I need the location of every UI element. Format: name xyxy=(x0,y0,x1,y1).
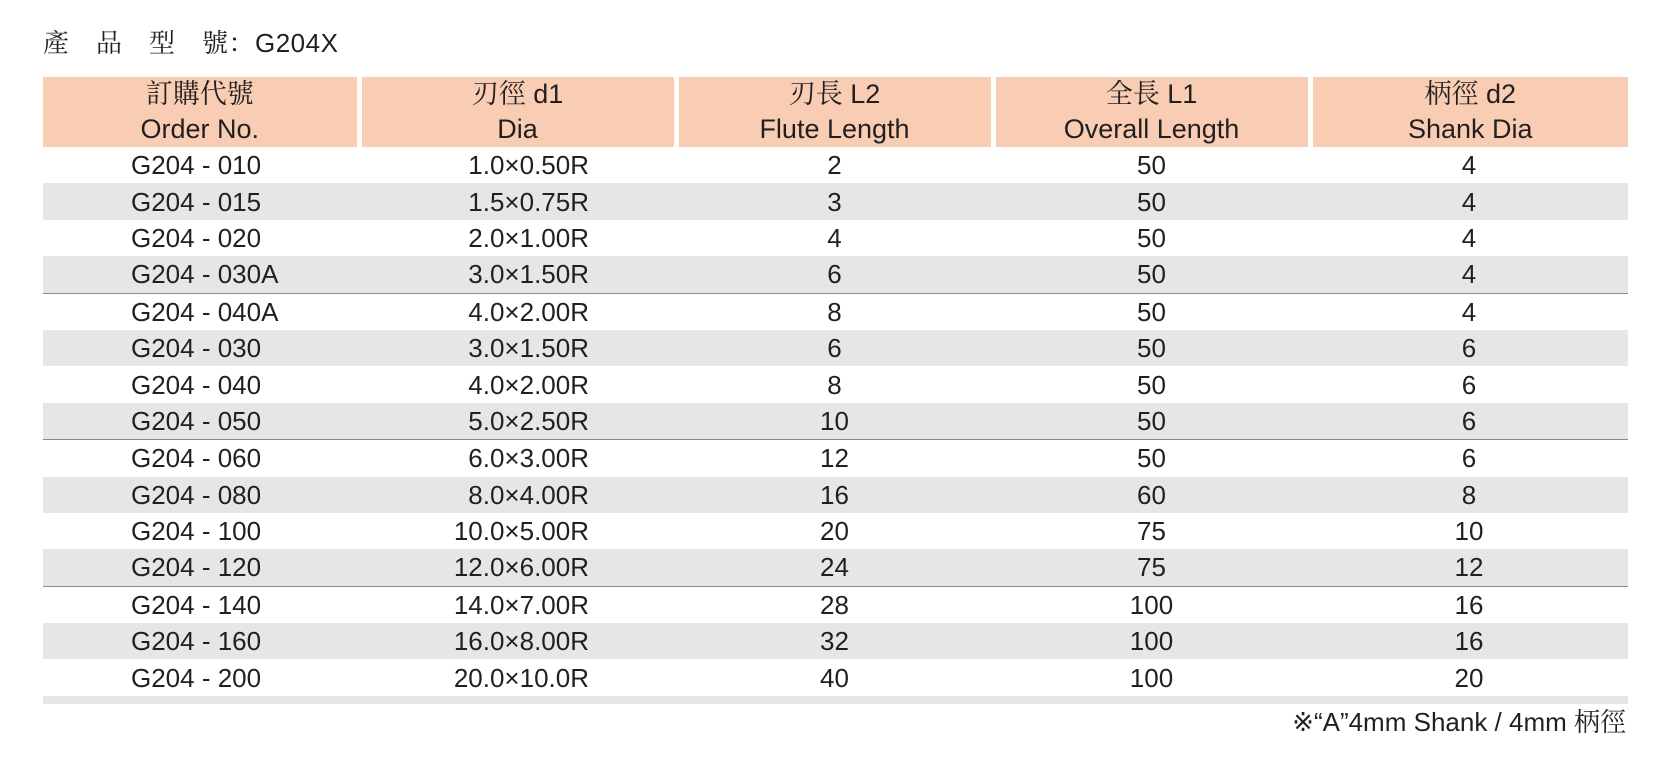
table-row xyxy=(43,293,1628,330)
order-no-cell: G204 - 120 xyxy=(43,549,359,586)
table-row xyxy=(43,586,1628,623)
header-zh: 刃徑 d1 xyxy=(471,79,564,109)
overall-length-cell: 75 xyxy=(993,549,1310,586)
shank-dia-cell: 4 xyxy=(1310,183,1628,219)
header-en: Shank Dia xyxy=(1407,114,1533,144)
shank-dia-cell: 16 xyxy=(1310,623,1628,659)
overall-length-cell: 50 xyxy=(1137,150,1166,181)
flute-length-cell: 40 xyxy=(676,659,993,699)
dia-cell: 6.0×3.00R xyxy=(468,443,589,474)
dia-cell: 3.0×1.50R xyxy=(359,330,676,366)
overall-length-cell: 50 xyxy=(993,403,1310,440)
header-overall-length xyxy=(993,77,1310,147)
order-no-cell: G204 - 030A xyxy=(43,256,359,293)
table-row xyxy=(43,147,1628,183)
dia-cell: 12.0×6.00R xyxy=(359,549,676,586)
table-row xyxy=(43,513,1628,549)
overall-length-cell: 50 xyxy=(993,330,1310,366)
overall-length-cell: 100 xyxy=(993,623,1310,659)
shank-dia-cell: 20 xyxy=(1310,659,1628,699)
product-title: 產 品 型 號：G204X xyxy=(43,28,339,58)
flute-length-cell: 6 xyxy=(676,256,993,293)
table-body xyxy=(43,147,1628,700)
table-row xyxy=(43,183,1628,219)
table-row xyxy=(43,220,1628,256)
flute-length-cell: 8 xyxy=(827,296,842,327)
flute-length-cell: 12 xyxy=(820,443,849,474)
header-zh: 全長 L1 xyxy=(1105,79,1198,109)
shank-dia-cell: 6 xyxy=(1461,369,1477,400)
spec-table xyxy=(43,77,1628,704)
order-no-cell: G204 - 200 xyxy=(43,659,359,699)
table-row xyxy=(43,330,1628,366)
table-row xyxy=(43,440,1628,477)
shank-dia-cell: 10 xyxy=(1454,516,1484,547)
order-no-cell: G204 - 030 xyxy=(43,330,359,366)
header-zh: 柄徑 d2 xyxy=(1424,79,1517,109)
header-en: Order No. xyxy=(140,114,260,144)
shank-dia-cell: 4 xyxy=(1461,222,1477,253)
order-no-cell: G204 - 060 xyxy=(131,443,262,474)
order-no-cell: G204 - 015 xyxy=(43,183,359,219)
header-en: Flute Length xyxy=(759,114,910,144)
header-shank-dia xyxy=(1310,77,1628,147)
overall-length-cell: 50 xyxy=(1137,296,1166,327)
order-no-cell: G204 - 010 xyxy=(131,150,262,181)
overall-length-cell: 60 xyxy=(993,477,1310,513)
order-no-cell: G204 - 160 xyxy=(43,623,359,659)
shank-dia-cell: 6 xyxy=(1461,443,1477,474)
dia-cell: 1.5×0.75R xyxy=(359,183,676,219)
table-row xyxy=(43,623,1628,659)
header-dia xyxy=(359,77,676,147)
order-no-cell: G204 - 100 xyxy=(131,516,262,547)
overall-length-cell: 50 xyxy=(1137,222,1166,253)
flute-length-cell: 20 xyxy=(820,516,849,547)
header-row xyxy=(43,77,1628,147)
shank-dia-cell: 4 xyxy=(1310,256,1628,293)
header-zh: 訂購代號 xyxy=(145,79,254,109)
table-row xyxy=(43,477,1628,513)
flute-length-cell: 32 xyxy=(676,623,993,659)
overall-length-cell: 100 xyxy=(993,659,1310,699)
overall-length-cell: 50 xyxy=(993,256,1310,293)
overall-length-cell: 75 xyxy=(1137,516,1166,547)
shank-dia-cell: 4 xyxy=(1461,296,1477,327)
dia-cell: 16.0×8.00R xyxy=(359,623,676,659)
overall-length-cell: 100 xyxy=(1129,589,1174,620)
shank-dia-cell: 6 xyxy=(1310,330,1628,366)
overall-length-cell: 50 xyxy=(1137,369,1166,400)
shank-dia-cell: 12 xyxy=(1310,549,1628,586)
dia-cell: 4.0×2.00R xyxy=(468,296,589,327)
dia-cell: 3.0×1.50R xyxy=(359,256,676,293)
order-no-cell: G204 - 020 xyxy=(131,222,262,253)
shank-dia-cell: 4 xyxy=(1461,150,1477,181)
table-header xyxy=(43,77,1628,147)
flute-length-cell: 24 xyxy=(676,549,993,586)
dia-cell: 20.0×10.0R xyxy=(359,659,676,699)
footnote: ※“A”4mm Shank / 4mm 柄徑 xyxy=(1292,707,1626,737)
dia-cell: 1.0×0.50R xyxy=(468,150,589,181)
header-zh: 刃長 L2 xyxy=(788,79,881,109)
overall-length-cell: 50 xyxy=(1137,443,1166,474)
flute-length-cell: 8 xyxy=(827,369,842,400)
order-no-cell: G204 - 050 xyxy=(43,403,359,440)
order-no-cell: G204 - 080 xyxy=(43,477,359,513)
dia-cell: 2.0×1.00R xyxy=(468,222,589,253)
order-no-cell: G204 - 040 xyxy=(131,369,262,400)
flute-length-cell: 6 xyxy=(676,330,993,366)
shank-dia-cell: 16 xyxy=(1454,589,1484,620)
shank-dia-cell: 6 xyxy=(1310,403,1628,440)
table-row xyxy=(43,403,1628,440)
dia-cell: 14.0×7.00R xyxy=(453,589,589,620)
dia-cell: 10.0×5.00R xyxy=(453,516,589,547)
overall-length-cell: 50 xyxy=(993,183,1310,219)
table-row xyxy=(43,366,1628,402)
header-en: Dia xyxy=(497,114,538,144)
order-no-cell: G204 - 140 xyxy=(131,589,262,620)
dia-cell: 4.0×2.00R xyxy=(468,369,589,400)
flute-length-cell: 16 xyxy=(676,477,993,513)
flute-length-cell: 10 xyxy=(676,403,993,440)
shank-dia-cell: 8 xyxy=(1310,477,1628,513)
table-row xyxy=(43,256,1628,293)
dia-cell: 5.0×2.50R xyxy=(359,403,676,440)
flute-length-cell: 4 xyxy=(827,222,842,253)
flute-length-cell: 28 xyxy=(820,589,849,620)
table-row xyxy=(43,549,1628,586)
header-flute-length xyxy=(676,77,993,147)
table-row xyxy=(43,659,1628,699)
flute-length-cell: 3 xyxy=(676,183,993,219)
flute-length-cell: 2 xyxy=(827,150,842,181)
header-en: Overall Length xyxy=(1063,114,1240,144)
header-order-no xyxy=(43,77,359,147)
dia-cell: 8.0×4.00R xyxy=(359,477,676,513)
order-no-cell: G204 - 040A xyxy=(131,296,279,327)
